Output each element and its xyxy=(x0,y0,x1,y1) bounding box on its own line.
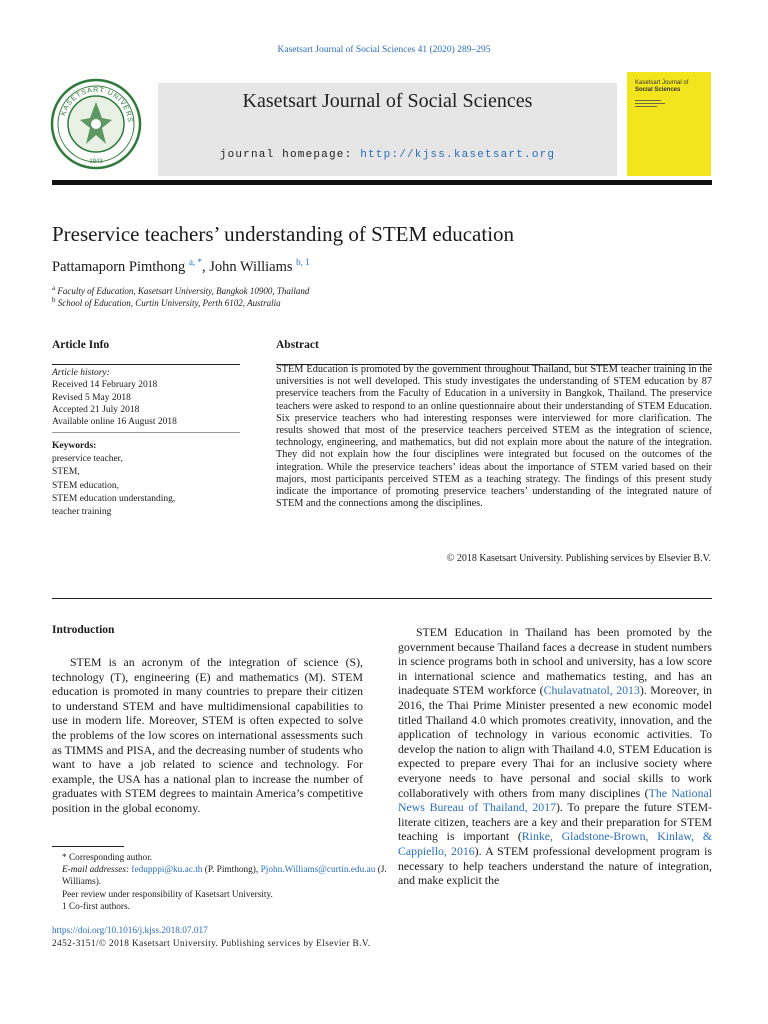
abstract-text: STEM Education is promoted by the government throughout Thailand, but STEM teacher training in the universities is not well developed. This study investigates the understanding of STEM education by 87 preservice teachers from the Faculty of Education in a university in Bangkok, Thailand. The preservice teachers were asked to respond to an online questionnaire about their understanding of STEM Education. Six preservice teachers who had interesting responses were interviewed for more clarification. The results showed that most of the preservice teachers perceived STEM as the integration of science, technology, engineering, and mathematics, but did not explain more about the nature of the integration. They did not explain how the four disciplines were integrated but focused on the outcomes of the integration. While the preservice teachers’ ideas about the importance of STEM varied based on their majors, most participants perceived STEM as a teaching strategy. The findings of this present study indicate the importance of promoting preservice teachers’ understanding of the integrated nature of STEM and the connections among the disciplines. xyxy=(276,364,712,510)
keywords xyxy=(52,440,175,519)
email-link[interactable]: Pjohn.Williams@curtin.edu.au xyxy=(260,865,376,876)
affiliation-a: $^a$ Faculty of Education, Kasetsart University, Bangkok 10900, Thailand xyxy=(52,284,310,296)
abstract-copyright: © 2018 Kasetsart University. Publishing services by Elsevier B.V. xyxy=(446,553,711,564)
history-received: Received 14 February 2018 xyxy=(52,380,158,391)
history-online: Available online 16 August 2018 xyxy=(52,417,177,428)
university-seal-logo xyxy=(50,78,142,170)
journal-citation[interactable]: Kasetsart Journal of Social Sciences 41 (2020) 289–295 xyxy=(277,45,491,55)
svg-text:KASETSART UNIVERSITY: KASETSART UNIVERS xyxy=(60,86,134,124)
journal-homepage xyxy=(158,149,617,161)
footnotes xyxy=(52,852,392,913)
homepage-link[interactable]: http://kjss.kasetsart.org xyxy=(360,149,556,161)
author-affiliation-mark[interactable]: a, * xyxy=(188,257,202,267)
body-column-right xyxy=(398,625,712,888)
citation-link[interactable]: The National News Bureau of Thailand, 2017 xyxy=(398,785,712,815)
peer-review-note: Peer review under responsibility of Kasetsart University. xyxy=(62,889,273,900)
divider xyxy=(52,432,240,433)
email-link[interactable]: fedupppi@ku.ac.th xyxy=(131,865,203,876)
article-info-heading: Article Info xyxy=(52,339,110,351)
svg-text:1943: 1943 xyxy=(89,159,103,165)
author-name: Pattamaporn Pimthong xyxy=(52,258,186,275)
divider xyxy=(52,598,712,599)
doi-link[interactable]: https://doi.org/10.1016/j.kjss.2018.07.017 xyxy=(52,926,208,936)
author-affiliation-mark[interactable]: b, 1 xyxy=(296,257,310,267)
paragraph: STEM is an acronym of the integration of science (S), technology (T), engineering (E) and mathematics (M). STEM education is promoted in many countries to prepare their citizen to understand STEM and have multidimensional capabilities to use in modern life. Moreover, STEM is often expected to solve the problems of the low scores on international assessments such as TIMMS and PISA, and the decreasing number of students who want to have a job related to science and technology. For example, the USA has a national plan to increase the number of graduates with STEM degrees to maintain America’s competitive position in the global economy. xyxy=(52,655,363,815)
paper-title: Preservice teachers’ understanding of STEM education xyxy=(52,222,515,246)
keyword: preservice teacher, xyxy=(52,454,123,465)
history-label: Article history: xyxy=(52,368,110,378)
keyword: teacher training xyxy=(52,507,112,518)
issn-copyright: 2452-3151/© 2018 Kasetsart University. Publishing services by Elsevier B.V. xyxy=(52,939,371,949)
journal-title: Kasetsart Journal of Social Sciences xyxy=(242,90,533,112)
homepage-label: journal homepage: xyxy=(219,149,353,161)
history-revised: Revised 5 May 2018 xyxy=(52,392,131,403)
article-history xyxy=(52,367,177,428)
cover-title: Kasetsart Journal of Social Sciences xyxy=(635,80,689,93)
co-first-authors-note: 1 Co-first authors. xyxy=(62,901,130,912)
divider xyxy=(52,364,240,365)
keywords-label: Keywords: xyxy=(52,441,97,451)
email-addresses: E-mail addresses: fedupppi@ku.ac.th (P. Pimthong), Pjohn.Williams@curtin.edu.au (J. Williams). xyxy=(62,865,387,888)
citation-link[interactable]: Rinke, Gladstone-Brown, Kinlaw, & Cappiello, 2016 xyxy=(398,829,712,858)
paragraph: STEM Education in Thailand has been promoted by the government because Thailand faces a decrease in student numbers in science programs both in school and university, has a low score in international science and mathematics testing, and has an inadequate STEM workforce (Chulavatnatol, 2013). Moreover, in 2016, the Thai Prime Minister presented a new economic model titled Thailand 4.0 which promotes creativity, innovation, and the application of technology in various economic activities. To develop the nation to align with Thailand 4.0, STEM Education is expected to prepare every Thai for an inclusive society where everyone needs to have personal and social skills to work collaboratively with others from many disciplines (The National News Bureau of Thailand, 2017). To prepare the future STEM-literate citizen, teachers are a key and their preparation for STEM teaching is important (Rinke, Gladstone-Brown, Kinlaw, & Cappiello, 2016). A STEM professional development program is necessary to help teachers understand the nature of integration, and make explicit the xyxy=(398,625,712,888)
keyword: STEM, xyxy=(52,467,80,478)
history-accepted: Accepted 21 July 2018 xyxy=(52,404,140,415)
footnote-divider xyxy=(52,846,124,847)
keyword: STEM education, xyxy=(52,480,120,491)
corresponding-author-note: * Corresponding author. xyxy=(62,853,153,863)
citation-link[interactable]: Chulavatnatol, 2013 xyxy=(543,683,640,698)
introduction-heading: Introduction xyxy=(52,624,115,636)
body-column-left xyxy=(52,655,363,816)
journal-header-band xyxy=(158,83,617,176)
header-rule xyxy=(52,180,712,185)
affiliation-b: $^b$ School of Education, Curtin University, Perth 6102, Australia xyxy=(52,296,281,308)
author-list: Pattamaporn Pimthong $^{a, *}$, John Williams $^{b, 1}$ xyxy=(52,257,310,275)
abstract-heading: Abstract xyxy=(276,339,319,351)
author-name: John Williams xyxy=(209,258,293,275)
journal-cover-thumbnail[interactable] xyxy=(627,72,711,176)
keyword: STEM education understanding, xyxy=(52,493,176,504)
